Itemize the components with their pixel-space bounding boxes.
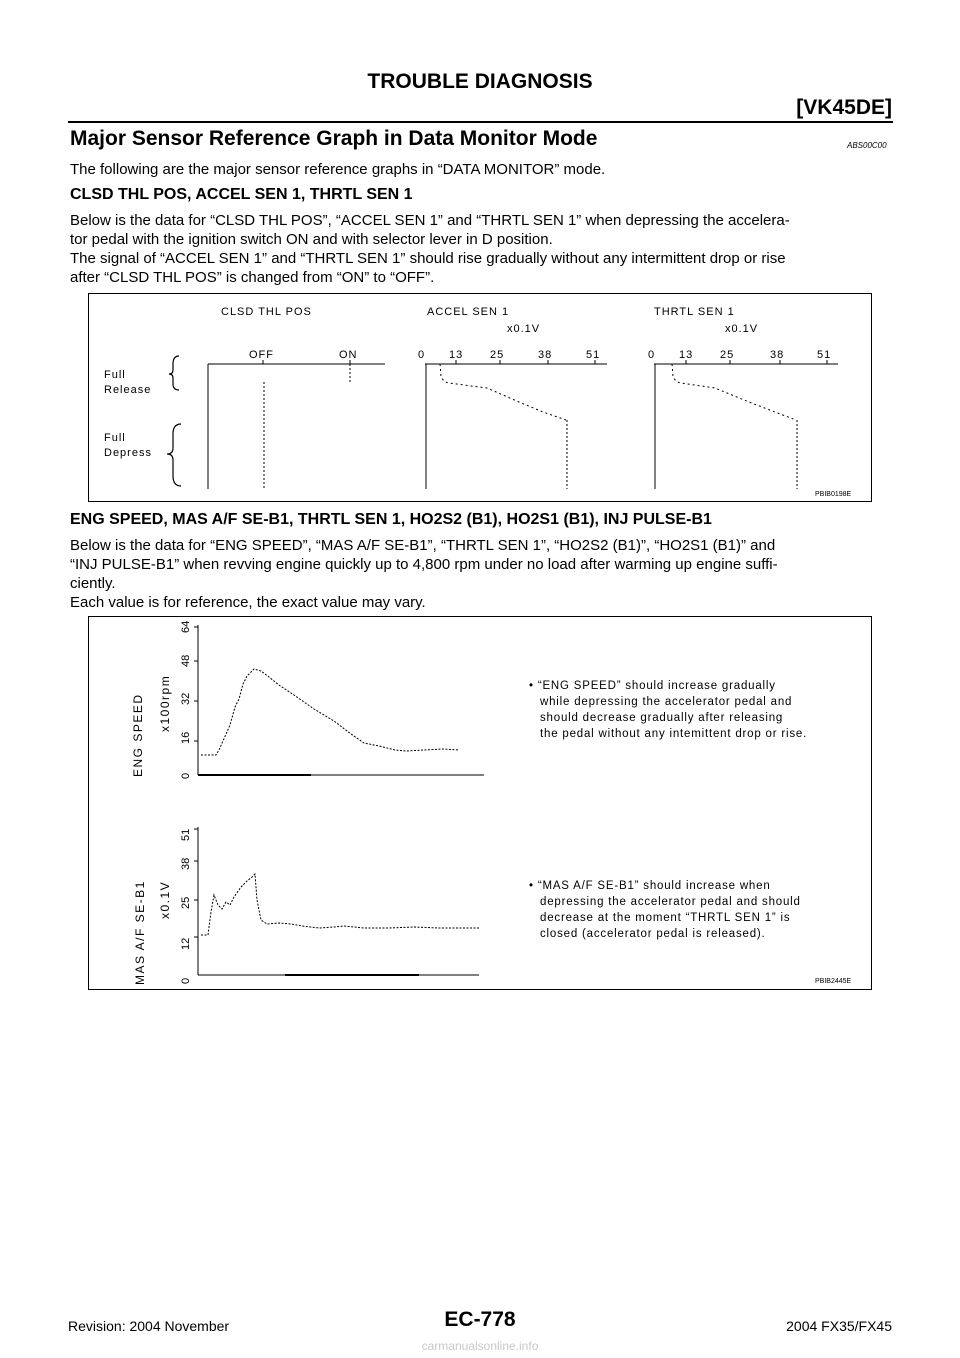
note-line: depressing the accelerator pedal and should	[540, 896, 801, 908]
text-line: after “CLSD THL POS” is changed from “ON” to “OFF”.	[70, 269, 435, 286]
subsection-2-text	[70, 536, 890, 612]
figure-1-canvas	[89, 294, 873, 503]
tick-label: 16	[180, 731, 192, 744]
graph-label: MAS A/F SE-B1	[133, 880, 147, 985]
trace-accel	[440, 364, 566, 420]
note-line: decrease at the moment “THRTL SEN 1” is	[540, 912, 791, 924]
note-line: while depressing the accelerator pedal and	[540, 696, 793, 708]
tick-label: 25	[490, 349, 505, 361]
row-label-release-2: Release	[104, 384, 152, 396]
page-header-model: [VK45DE]	[796, 96, 892, 119]
text-line: Below is the data for “CLSD THL POS”, “ACCEL SEN 1” and “THRTL SEN 1” when depressing the accelera-	[70, 212, 790, 229]
tick-label: 38	[770, 349, 785, 361]
tick-label: 0	[648, 349, 656, 361]
text-line: ciently.	[70, 575, 116, 592]
text-line: Each value is for reference, the exact value may vary.	[70, 594, 426, 611]
trace-eng-speed	[201, 669, 459, 755]
tick-label: 12	[180, 937, 192, 950]
tick-on: ON	[339, 349, 358, 361]
tick-label: 51	[817, 349, 832, 361]
footer-model: 2004 FX35/FX45	[786, 1318, 892, 1334]
page-header-title: TROUBLE DIAGNOSIS	[367, 70, 593, 93]
note-line: closed (accelerator pedal is released).	[540, 928, 766, 940]
figure-2-canvas	[89, 617, 873, 991]
footer-page-number: EC-778	[444, 1308, 516, 1331]
tick-label: 0	[180, 977, 192, 984]
tick-label: 51	[586, 349, 601, 361]
panel-unit-thrtl: x0.1V	[725, 323, 759, 335]
figure-code: PBIB2445E	[815, 978, 852, 985]
section-id: ABS00C00	[847, 141, 887, 150]
tick-label: 25	[180, 896, 192, 909]
tick-label: 13	[679, 349, 694, 361]
section-title: Major Sensor Reference Graph in Data Monitor Mode	[70, 127, 598, 150]
panel-title-accel: ACCEL SEN 1	[427, 306, 510, 318]
panel-title-thrtl: THRTL SEN 1	[654, 306, 735, 318]
text-line: tor pedal with the ignition switch ON and with selector lever in D position.	[70, 231, 553, 248]
figure-1-sensor-graph	[88, 293, 872, 502]
panel-title-clsd: CLSD THL POS	[221, 306, 312, 318]
footer-revision: Revision: 2004 November	[68, 1318, 230, 1334]
subsection-2-title: ENG SPEED, MAS A/F SE-B1, THRTL SEN 1, HO2S2 (B1), HO2S1 (B1), INJ PULSE-B1	[70, 511, 712, 528]
graph-unit: x100rpm	[158, 674, 172, 732]
watermark: carmanualsonline.info	[421, 1339, 539, 1353]
tick-label: 38	[180, 857, 192, 870]
brace-depress	[167, 424, 181, 486]
subsection-1-title: CLSD THL POS, ACCEL SEN 1, THRTL SEN 1	[70, 186, 413, 203]
note-line: should decrease gradually after releasing	[540, 712, 784, 724]
section-intro: The following are the major sensor reference graphs in “DATA MONITOR” mode.	[70, 161, 606, 178]
tick-label: 38	[538, 349, 553, 361]
tick-label: 25	[720, 349, 735, 361]
tick-label: 32	[180, 692, 192, 705]
panel-accel	[418, 349, 607, 489]
note-line: • “ENG SPEED” should increase gradually	[529, 680, 776, 692]
tick-label: 0	[180, 772, 192, 779]
panel-unit-accel: x0.1V	[507, 323, 541, 335]
note-line: • “MAS A/F SE-B1” should increase when	[529, 880, 771, 892]
tick-label: 64	[180, 620, 192, 633]
tick-label: 13	[449, 349, 464, 361]
graph-mas-af	[133, 827, 801, 985]
graph-unit: x0.1V	[158, 880, 172, 919]
tick-label: 48	[180, 654, 192, 667]
graph-eng-speed	[131, 621, 807, 779]
subsection-1-text	[70, 211, 890, 287]
row-label-depress-2: Depress	[104, 447, 152, 459]
trace-mas-af	[201, 874, 479, 935]
figure-code: PBIB0198E	[815, 491, 852, 498]
text-line: “INJ PULSE-B1” when revving engine quickly up to 4,800 rpm under no load after warming up engine suffi-	[70, 556, 778, 573]
figure-2-sensor-graph	[88, 616, 872, 990]
trace-thrtl	[672, 364, 796, 420]
row-label-release-1: Full	[104, 369, 126, 381]
note-line: the pedal without any intemittent drop or rise.	[540, 728, 808, 740]
text-line: The signal of “ACCEL SEN 1” and “THRTL SEN 1” should rise gradually without any intermittent drop or rise	[70, 250, 786, 267]
panel-thrtl	[648, 349, 838, 489]
tick-label: 0	[418, 349, 426, 361]
graph-label: ENG SPEED	[131, 693, 145, 777]
brace-release	[169, 356, 179, 390]
header-divider	[68, 121, 893, 123]
tick-label: 51	[180, 828, 192, 841]
text-line: Below is the data for “ENG SPEED”, “MAS A/F SE-B1”, “THRTL SEN 1”, “HO2S2 (B1)”, “HO2S1 (B1)” and	[70, 537, 776, 554]
row-label-depress-1: Full	[104, 432, 126, 444]
tick-off: OFF	[249, 349, 274, 361]
